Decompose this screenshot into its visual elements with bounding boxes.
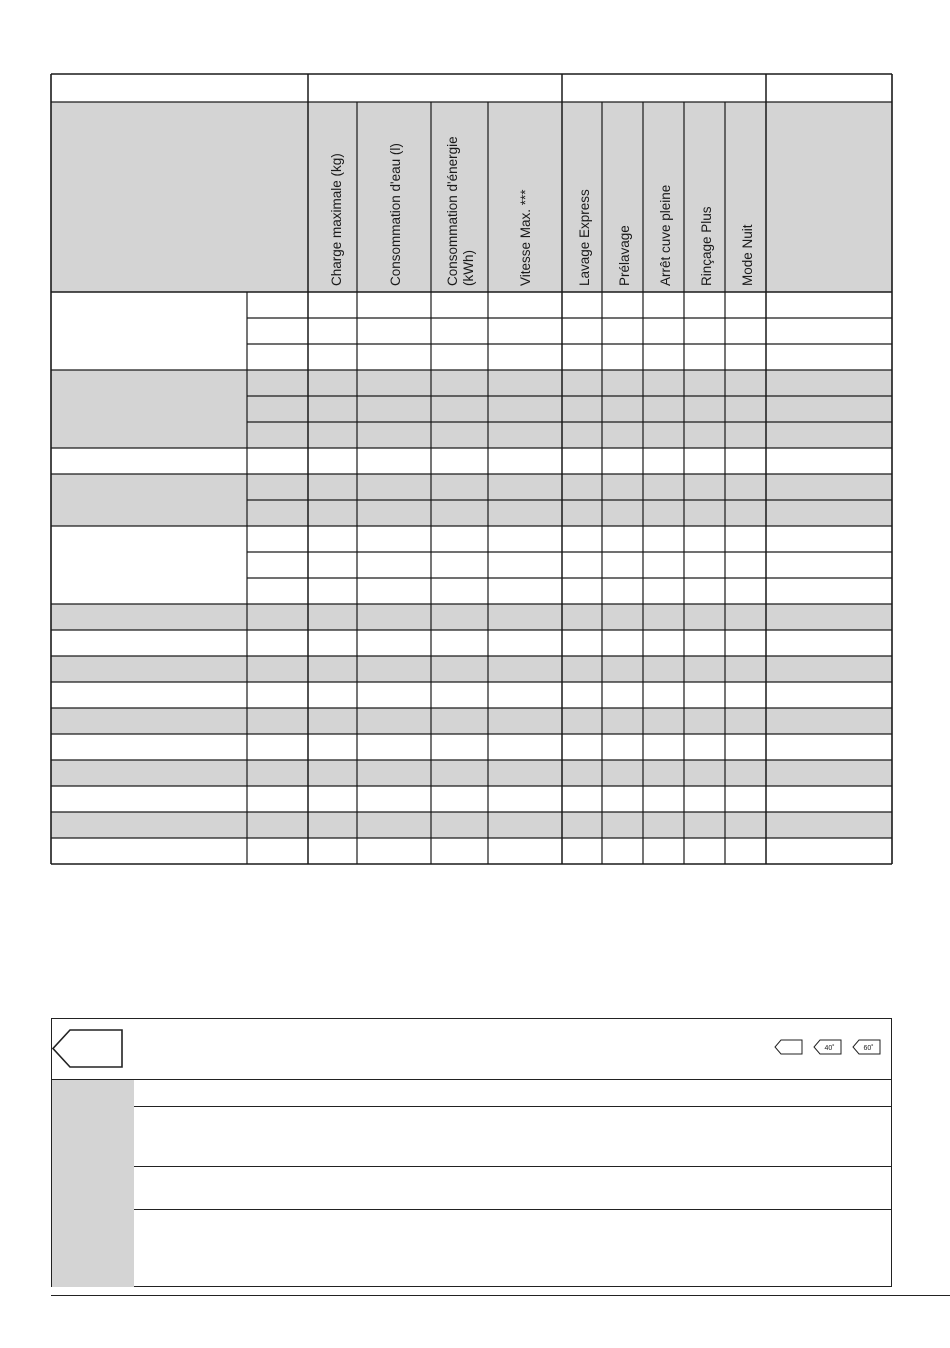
header-label-speed: Vitesse Max. ***	[518, 189, 533, 286]
header-label-prewash: Prélavage	[617, 225, 632, 286]
tag-60-label: 60˚	[863, 1045, 874, 1052]
header-label-water: Consommation d'eau (l)	[388, 143, 403, 286]
legend-tag-cell	[52, 1019, 134, 1079]
tag-60-icon	[852, 1039, 881, 1055]
header-label-rinsehold: Arrêt cuve pleine	[658, 184, 673, 286]
legend-divider	[134, 1106, 891, 1107]
legend-icons	[774, 1039, 881, 1055]
tag-40-label: 40˚	[824, 1045, 835, 1052]
legend-gray-column	[52, 1079, 134, 1287]
header-label-charge: Charge maximale (kg)	[329, 153, 344, 286]
legend-divider	[134, 1166, 891, 1167]
temperature-tag-icon	[52, 1019, 134, 1079]
header-label-energy-1: (kWh)	[461, 250, 476, 286]
legend-divider	[52, 1079, 891, 1080]
header-label-energy-0: Consommation d'énergie	[445, 136, 460, 286]
page-bottom-rule	[51, 1295, 950, 1296]
header-label-night: Mode Nuit	[740, 224, 755, 286]
tag-40-icon	[813, 1039, 842, 1055]
header-label-rinseplus: Rinçage Plus	[699, 206, 714, 286]
legend-divider	[134, 1209, 891, 1210]
header-label-express: Lavage Express	[577, 189, 592, 286]
tag-blank-icon	[774, 1039, 803, 1055]
temperature-legend	[51, 1018, 892, 1287]
